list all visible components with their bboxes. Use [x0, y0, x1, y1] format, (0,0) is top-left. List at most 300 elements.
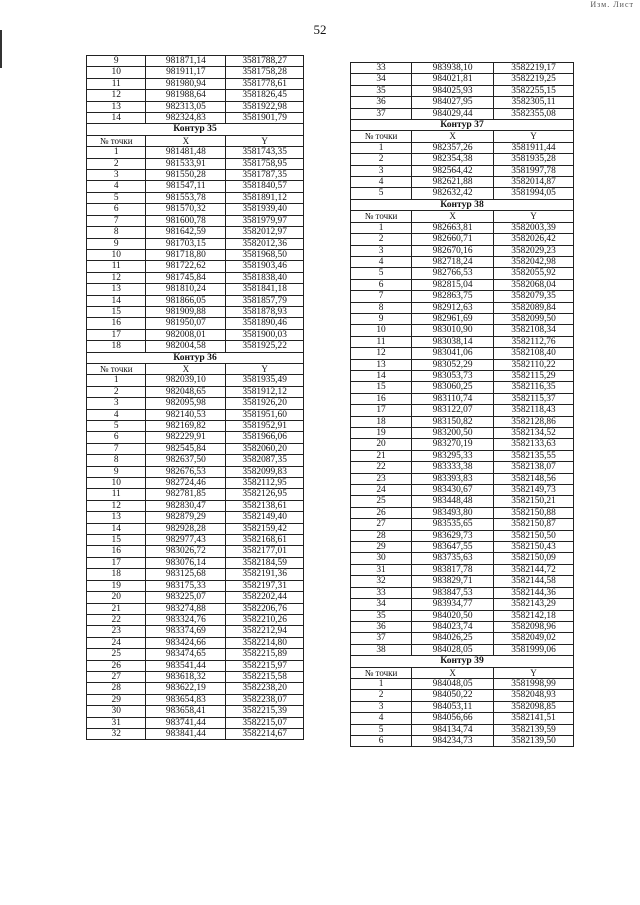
x-coordinate: 983270,19 [412, 439, 494, 450]
table-row [351, 256, 574, 267]
x-coordinate: 984048,05 [412, 678, 494, 689]
x-coordinate: 983225,07 [146, 592, 226, 603]
point-number: 1 [87, 147, 146, 158]
y-coordinate: 3582087,35 [226, 455, 304, 466]
y-coordinate: 3582098,96 [494, 621, 574, 632]
table-row [87, 295, 304, 306]
x-coordinate: 982815,04 [412, 279, 494, 290]
point-number: 13 [87, 101, 146, 112]
y-coordinate: 3582026,42 [494, 234, 574, 245]
header-y: Y [226, 363, 304, 374]
table-row [87, 261, 304, 272]
point-number: 8 [351, 302, 412, 313]
x-coordinate: 982229,91 [146, 432, 226, 443]
y-coordinate: 3581826,45 [226, 90, 304, 101]
point-number: 26 [87, 660, 146, 671]
point-number: 1 [351, 142, 412, 153]
table-row [351, 177, 574, 188]
x-coordinate: 982048,65 [146, 386, 226, 397]
point-number: 24 [351, 485, 412, 496]
y-coordinate: 3582238,20 [226, 683, 304, 694]
y-coordinate: 3581840,57 [226, 181, 304, 192]
table-row [351, 393, 574, 404]
point-number: 4 [351, 713, 412, 724]
table-row [351, 268, 574, 279]
table-row [351, 336, 574, 347]
x-coordinate: 983125,68 [146, 569, 226, 580]
y-coordinate: 3582238,07 [226, 694, 304, 705]
point-number: 2 [351, 690, 412, 701]
point-number: 10 [87, 478, 146, 489]
x-coordinate: 982095,98 [146, 398, 226, 409]
table-row [87, 569, 304, 580]
point-number: 5 [87, 421, 146, 432]
point-number: 11 [87, 261, 146, 272]
contour-title-row [87, 352, 304, 363]
header-row [351, 667, 574, 678]
point-number: 14 [87, 523, 146, 534]
y-coordinate: 3581787,35 [226, 170, 304, 181]
contour-title-row [87, 124, 304, 135]
y-coordinate: 3582133,63 [494, 439, 574, 450]
point-number: 1 [87, 375, 146, 386]
point-number: 5 [351, 268, 412, 279]
point-number: 6 [87, 432, 146, 443]
y-coordinate: 3582212,94 [226, 626, 304, 637]
point-number: 10 [351, 325, 412, 336]
x-coordinate: 983938,10 [412, 63, 494, 74]
x-coordinate: 982660,71 [412, 234, 494, 245]
y-coordinate: 3582177,01 [226, 546, 304, 557]
table-row [351, 416, 574, 427]
point-number: 5 [351, 724, 412, 735]
y-coordinate: 3581838,40 [226, 272, 304, 283]
contour-title-row [351, 199, 574, 210]
point-number: 9 [351, 313, 412, 324]
x-coordinate: 983374,69 [146, 626, 226, 637]
table-row [87, 649, 304, 660]
y-coordinate: 3582089,84 [494, 302, 574, 313]
point-number: 30 [351, 553, 412, 564]
point-number: 19 [87, 580, 146, 591]
x-coordinate: 984027,95 [412, 97, 494, 108]
table-row [87, 592, 304, 603]
x-coordinate: 983841,44 [146, 728, 226, 739]
table-row [87, 443, 304, 454]
point-number: 17 [87, 557, 146, 568]
table-row [351, 507, 574, 518]
x-coordinate: 983735,63 [412, 553, 494, 564]
y-coordinate: 3582012,97 [226, 227, 304, 238]
header-row [87, 363, 304, 374]
header-x: X [412, 667, 494, 678]
x-coordinate: 983647,55 [412, 542, 494, 553]
point-number: 18 [87, 569, 146, 580]
point-number: 23 [87, 626, 146, 637]
point-number: 6 [87, 204, 146, 215]
point-number: 14 [351, 370, 412, 381]
table-row [87, 78, 304, 89]
point-number: 33 [351, 587, 412, 598]
table-row [87, 489, 304, 500]
table-row [351, 633, 574, 644]
x-coordinate: 984021,81 [412, 74, 494, 85]
table-row [351, 462, 574, 473]
y-coordinate: 3582098,85 [494, 701, 574, 712]
x-coordinate: 983430,67 [412, 485, 494, 496]
table-row [351, 97, 574, 108]
x-coordinate: 982632,42 [412, 188, 494, 199]
point-number: 18 [351, 416, 412, 427]
point-number: 12 [351, 348, 412, 359]
table-row [87, 580, 304, 591]
point-number: 13 [351, 359, 412, 370]
y-coordinate: 3581878,93 [226, 306, 304, 317]
x-coordinate: 983934,77 [412, 599, 494, 610]
point-number: 27 [87, 671, 146, 682]
point-number: 23 [351, 473, 412, 484]
point-number: 25 [351, 496, 412, 507]
point-number: 15 [87, 306, 146, 317]
y-coordinate: 3581922,98 [226, 101, 304, 112]
page-number: 52 [313, 22, 327, 37]
x-coordinate: 982863,75 [412, 291, 494, 302]
x-coordinate: 983658,41 [146, 706, 226, 717]
x-coordinate: 983847,53 [412, 587, 494, 598]
y-coordinate: 3582099,83 [226, 466, 304, 477]
x-coordinate: 981550,28 [146, 170, 226, 181]
x-coordinate: 984023,74 [412, 621, 494, 632]
point-number: 6 [351, 279, 412, 290]
point-number: 16 [87, 318, 146, 329]
x-coordinate: 981950,07 [146, 318, 226, 329]
x-coordinate: 981911,17 [146, 67, 226, 78]
x-coordinate: 981810,24 [146, 284, 226, 295]
x-coordinate: 983448,48 [412, 496, 494, 507]
x-coordinate: 981600,78 [146, 215, 226, 226]
y-coordinate: 3582215,07 [226, 717, 304, 728]
table-row [87, 204, 304, 215]
y-coordinate: 3581890,46 [226, 318, 304, 329]
y-coordinate: 3582014,87 [494, 177, 574, 188]
x-coordinate: 982354,38 [412, 154, 494, 165]
y-coordinate: 3582150,88 [494, 507, 574, 518]
point-number: 4 [351, 177, 412, 188]
x-coordinate: 984056,66 [412, 713, 494, 724]
x-coordinate: 982004,58 [146, 341, 226, 352]
y-coordinate: 3582108,40 [494, 348, 574, 359]
x-coordinate: 982140,53 [146, 409, 226, 420]
x-coordinate: 983026,72 [146, 546, 226, 557]
table-row [87, 706, 304, 717]
point-number: 16 [87, 546, 146, 557]
y-coordinate: 3581994,05 [494, 188, 574, 199]
point-number: 17 [351, 405, 412, 416]
table-row [351, 496, 574, 507]
point-number: 2 [351, 154, 412, 165]
y-coordinate: 3581952,91 [226, 421, 304, 432]
table-row [87, 546, 304, 557]
table-row [87, 215, 304, 226]
table-row [87, 683, 304, 694]
y-coordinate: 3581979,97 [226, 215, 304, 226]
y-coordinate: 3582126,95 [226, 489, 304, 500]
x-coordinate: 983110,74 [412, 393, 494, 404]
point-number: 21 [351, 450, 412, 461]
header-point-number: № точки [87, 135, 146, 146]
x-coordinate: 982313,05 [146, 101, 226, 112]
table-row [87, 398, 304, 409]
x-coordinate: 984053,11 [412, 701, 494, 712]
table-row [87, 147, 304, 158]
x-coordinate: 982781,85 [146, 489, 226, 500]
x-coordinate: 982545,84 [146, 443, 226, 454]
y-coordinate: 3581903,46 [226, 261, 304, 272]
point-number: 20 [351, 439, 412, 450]
table-row [87, 717, 304, 728]
x-coordinate: 981703,15 [146, 238, 226, 249]
table-row [87, 557, 304, 568]
y-coordinate: 3582128,86 [494, 416, 574, 427]
x-coordinate: 983038,14 [412, 336, 494, 347]
x-coordinate: 983541,44 [146, 660, 226, 671]
x-coordinate: 981988,64 [146, 90, 226, 101]
table-row [87, 329, 304, 340]
table-row [351, 564, 574, 575]
point-number: 2 [87, 158, 146, 169]
table-row [87, 284, 304, 295]
y-coordinate: 3582060,20 [226, 443, 304, 454]
y-coordinate: 3582142,18 [494, 610, 574, 621]
table-row [351, 245, 574, 256]
point-number: 32 [351, 576, 412, 587]
y-coordinate: 3582116,35 [494, 382, 574, 393]
x-coordinate: 982169,82 [146, 421, 226, 432]
y-coordinate: 3581891,12 [226, 192, 304, 203]
point-number: 37 [351, 633, 412, 644]
y-coordinate: 3582148,56 [494, 473, 574, 484]
point-number: 12 [87, 90, 146, 101]
header-x: X [146, 135, 226, 146]
x-coordinate: 983629,73 [412, 530, 494, 541]
table-row [351, 359, 574, 370]
x-coordinate: 982008,01 [146, 329, 226, 340]
x-coordinate: 983274,88 [146, 603, 226, 614]
y-coordinate: 3582219,25 [494, 74, 574, 85]
y-coordinate: 3582219,17 [494, 63, 574, 74]
header-x: X [146, 363, 226, 374]
header-x: X [412, 211, 494, 222]
table-row [351, 428, 574, 439]
x-coordinate: 983333,38 [412, 462, 494, 473]
x-coordinate: 982676,53 [146, 466, 226, 477]
table-row [87, 56, 304, 67]
table-row [351, 291, 574, 302]
point-number: 5 [351, 188, 412, 199]
x-coordinate: 981722,62 [146, 261, 226, 272]
x-coordinate: 981570,32 [146, 204, 226, 215]
point-number: 7 [87, 215, 146, 226]
point-number: 11 [87, 489, 146, 500]
y-coordinate: 3582118,43 [494, 405, 574, 416]
table-row [351, 485, 574, 496]
point-number: 5 [87, 192, 146, 203]
point-number: 3 [87, 398, 146, 409]
table-row [351, 610, 574, 621]
y-coordinate: 3581788,27 [226, 56, 304, 67]
table-row [87, 90, 304, 101]
point-number: 10 [87, 249, 146, 260]
y-coordinate: 3582305,11 [494, 97, 574, 108]
y-coordinate: 3582048,93 [494, 690, 574, 701]
header-point-number: № точки [351, 211, 412, 222]
table-row [351, 222, 574, 233]
table-row [87, 455, 304, 466]
point-number: 29 [87, 694, 146, 705]
header-row [351, 211, 574, 222]
table-row [87, 101, 304, 112]
y-coordinate: 3582042,98 [494, 256, 574, 267]
x-coordinate: 981980,94 [146, 78, 226, 89]
y-coordinate: 3581758,95 [226, 158, 304, 169]
y-coordinate: 3582112,76 [494, 336, 574, 347]
x-coordinate: 981871,14 [146, 56, 226, 67]
y-coordinate: 3582099,50 [494, 313, 574, 324]
point-number: 25 [87, 649, 146, 660]
y-coordinate: 3582112,95 [226, 478, 304, 489]
y-coordinate: 3582139,50 [494, 735, 574, 746]
x-coordinate: 982357,26 [412, 142, 494, 153]
table-row [351, 530, 574, 541]
x-coordinate: 983424,66 [146, 637, 226, 648]
x-coordinate: 983741,44 [146, 717, 226, 728]
point-number: 8 [87, 227, 146, 238]
point-number: 1 [351, 222, 412, 233]
x-coordinate: 982324,83 [146, 113, 226, 124]
point-number: 35 [351, 610, 412, 621]
point-number: 4 [351, 256, 412, 267]
y-coordinate: 3581900,03 [226, 329, 304, 340]
point-number: 2 [351, 234, 412, 245]
x-coordinate: 984020,50 [412, 610, 494, 621]
x-coordinate: 983041,06 [412, 348, 494, 359]
table-row [87, 341, 304, 352]
table-row [351, 234, 574, 245]
x-coordinate: 983829,71 [412, 576, 494, 587]
header-row [87, 135, 304, 146]
y-coordinate: 3581968,50 [226, 249, 304, 260]
point-number: 31 [351, 564, 412, 575]
y-coordinate: 3582143,29 [494, 599, 574, 610]
y-coordinate: 3582135,55 [494, 450, 574, 461]
point-number: 29 [351, 542, 412, 553]
y-coordinate: 3582150,43 [494, 542, 574, 553]
point-number: 4 [87, 181, 146, 192]
y-coordinate: 3582055,92 [494, 268, 574, 279]
y-coordinate: 3581951,60 [226, 409, 304, 420]
table-row [87, 306, 304, 317]
y-coordinate: 3582210,26 [226, 614, 304, 625]
x-coordinate: 983122,07 [412, 405, 494, 416]
y-coordinate: 3581935,28 [494, 154, 574, 165]
table-row [87, 478, 304, 489]
table-row [87, 238, 304, 249]
point-number: 13 [87, 284, 146, 295]
x-coordinate: 984234,73 [412, 735, 494, 746]
y-coordinate: 3582144,58 [494, 576, 574, 587]
x-coordinate: 983060,25 [412, 382, 494, 393]
table-row [351, 553, 574, 564]
x-coordinate: 982724,46 [146, 478, 226, 489]
table-row [351, 678, 574, 689]
table-row [87, 466, 304, 477]
table-row [351, 542, 574, 553]
y-coordinate: 3582108,34 [494, 325, 574, 336]
table-row [87, 671, 304, 682]
y-coordinate: 3582049,02 [494, 633, 574, 644]
y-coordinate: 3582214,67 [226, 728, 304, 739]
point-number: 31 [87, 717, 146, 728]
table-row [351, 302, 574, 313]
point-number: 33 [351, 63, 412, 74]
x-coordinate: 981866,05 [146, 295, 226, 306]
y-coordinate: 3582138,07 [494, 462, 574, 473]
x-coordinate: 983053,73 [412, 370, 494, 381]
point-number: 19 [351, 428, 412, 439]
point-number: 2 [87, 386, 146, 397]
header-y: Y [226, 135, 304, 146]
y-coordinate: 3582215,89 [226, 649, 304, 660]
table-row [351, 450, 574, 461]
y-coordinate: 3582115,29 [494, 370, 574, 381]
x-coordinate: 983535,65 [412, 519, 494, 530]
table-row [87, 272, 304, 283]
table-row [87, 170, 304, 181]
y-coordinate: 3581966,06 [226, 432, 304, 443]
table-row [87, 386, 304, 397]
coordinates-table-left [86, 55, 304, 740]
y-coordinate: 3582215,97 [226, 660, 304, 671]
x-coordinate: 982977,43 [146, 535, 226, 546]
y-coordinate: 3582003,39 [494, 222, 574, 233]
point-number: 28 [351, 530, 412, 541]
point-number: 36 [351, 97, 412, 108]
y-coordinate: 3582202,44 [226, 592, 304, 603]
x-coordinate: 982039,10 [146, 375, 226, 386]
table-row [87, 603, 304, 614]
y-coordinate: 3581857,79 [226, 295, 304, 306]
point-number: 34 [351, 74, 412, 85]
y-coordinate: 3582144,72 [494, 564, 574, 575]
table-row [87, 318, 304, 329]
y-coordinate: 3582255,15 [494, 85, 574, 96]
table-row [351, 188, 574, 199]
table-row [351, 279, 574, 290]
y-coordinate: 3582150,09 [494, 553, 574, 564]
y-coordinate: 3581841,18 [226, 284, 304, 295]
point-number: 36 [351, 621, 412, 632]
y-coordinate: 3581743,35 [226, 147, 304, 158]
y-coordinate: 3581935,49 [226, 375, 304, 386]
x-coordinate: 982928,28 [146, 523, 226, 534]
y-coordinate: 3582214,80 [226, 637, 304, 648]
table-row [87, 67, 304, 78]
corner-stamp: Изм. Лист [590, 0, 634, 9]
x-coordinate: 983817,78 [412, 564, 494, 575]
table-row [87, 728, 304, 739]
header-y: Y [494, 131, 574, 142]
point-number: 22 [87, 614, 146, 625]
